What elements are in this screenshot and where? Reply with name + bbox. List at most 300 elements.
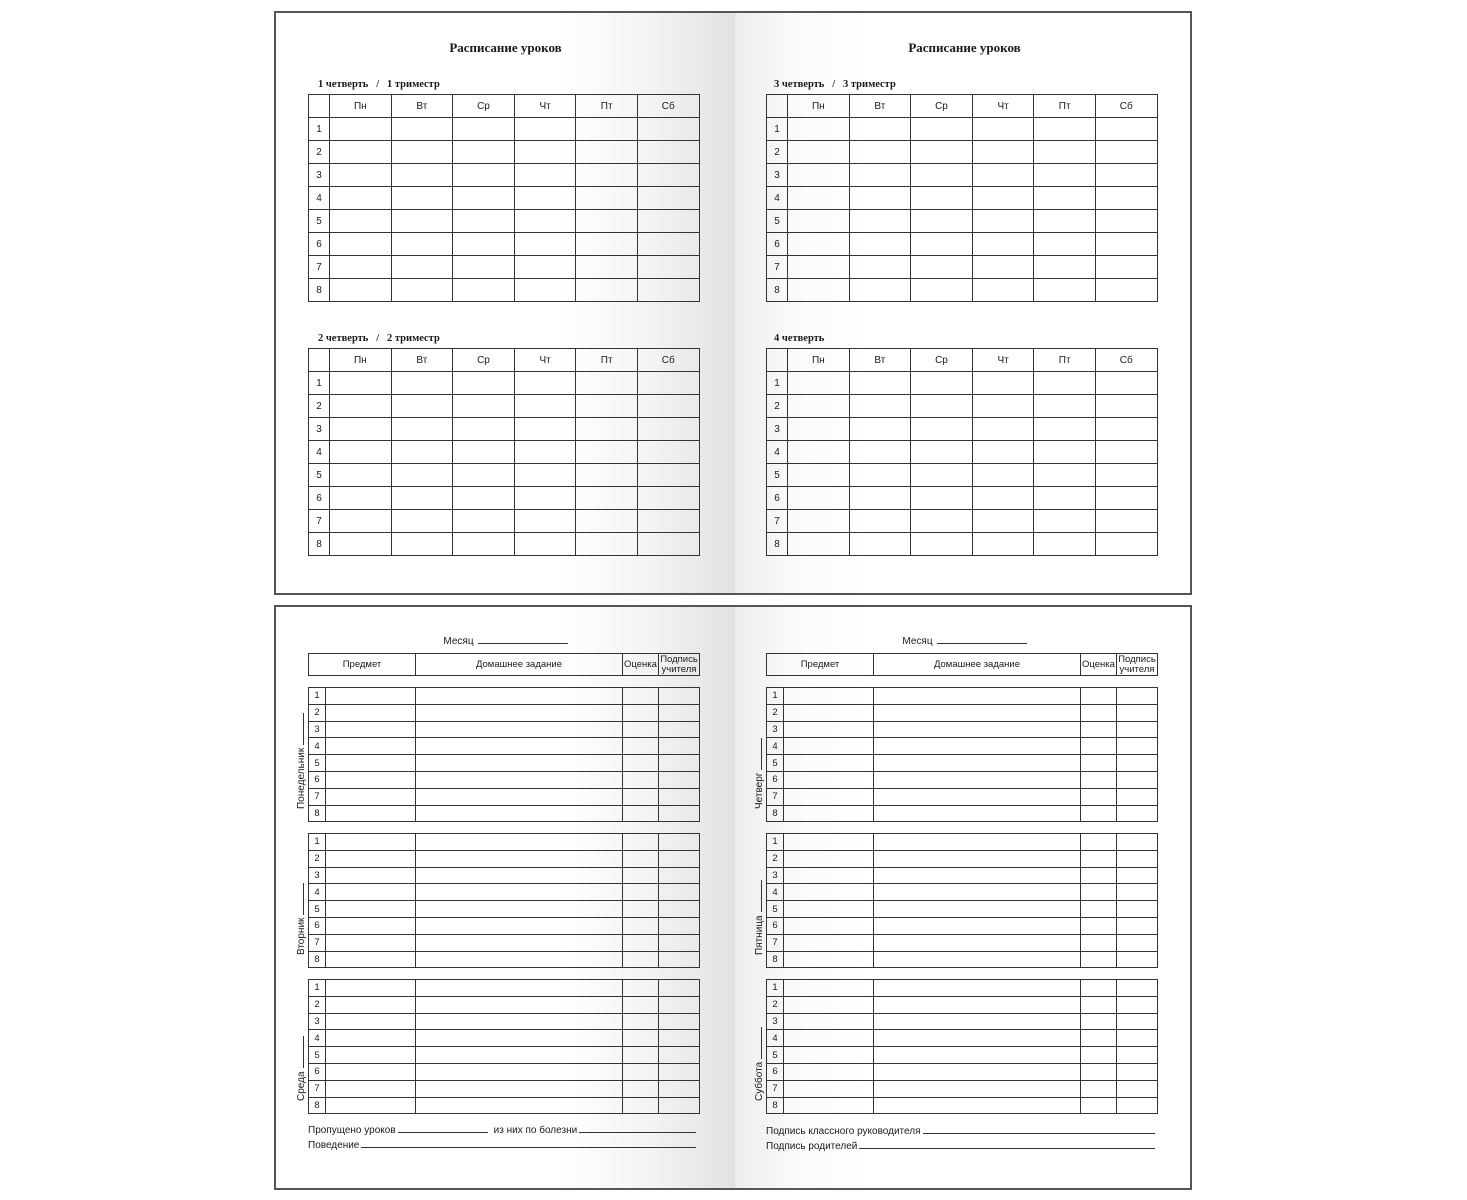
homework-cell[interactable] (874, 951, 1081, 968)
schedule-cell[interactable] (576, 256, 638, 279)
schedule-cell[interactable] (637, 510, 699, 533)
schedule-cell[interactable] (576, 164, 638, 187)
schedule-cell[interactable] (453, 233, 515, 256)
homework-cell[interactable] (874, 1097, 1081, 1114)
schedule-cell[interactable] (637, 441, 699, 464)
schedule-cell[interactable] (453, 395, 515, 418)
signature-cell[interactable] (1117, 951, 1158, 968)
schedule-cell[interactable] (514, 372, 576, 395)
homework-cell[interactable] (416, 867, 623, 884)
grade-cell[interactable] (1081, 834, 1117, 851)
schedule-cell[interactable] (514, 118, 576, 141)
schedule-cell[interactable] (514, 256, 576, 279)
schedule-cell[interactable] (1095, 464, 1157, 487)
schedule-cell[interactable] (849, 510, 911, 533)
signature-cell[interactable] (1117, 1047, 1158, 1064)
signature-cell[interactable] (659, 704, 700, 721)
schedule-cell[interactable] (911, 233, 973, 256)
schedule-cell[interactable] (576, 395, 638, 418)
homework-cell[interactable] (416, 738, 623, 755)
schedule-cell[interactable] (972, 441, 1034, 464)
subject-cell[interactable] (784, 996, 874, 1013)
grade-cell[interactable] (623, 980, 659, 997)
schedule-cell[interactable] (391, 210, 453, 233)
schedule-cell[interactable] (849, 418, 911, 441)
signature-cell[interactable] (1117, 1080, 1158, 1097)
schedule-cell[interactable] (576, 441, 638, 464)
grade-cell[interactable] (623, 805, 659, 822)
grade-cell[interactable] (623, 951, 659, 968)
schedule-cell[interactable] (1034, 256, 1096, 279)
signature-cell[interactable] (659, 805, 700, 822)
subject-cell[interactable] (784, 755, 874, 772)
homework-cell[interactable] (416, 805, 623, 822)
grade-cell[interactable] (623, 1063, 659, 1080)
homework-cell[interactable] (416, 1013, 623, 1030)
schedule-cell[interactable] (911, 187, 973, 210)
day-date-field[interactable] (761, 880, 762, 912)
grade-cell[interactable] (1081, 934, 1117, 951)
subject-cell[interactable] (326, 721, 416, 738)
schedule-cell[interactable] (1095, 395, 1157, 418)
schedule-cell[interactable] (453, 164, 515, 187)
schedule-cell[interactable] (1034, 118, 1096, 141)
schedule-cell[interactable] (972, 487, 1034, 510)
grade-cell[interactable] (1081, 951, 1117, 968)
signature-cell[interactable] (1117, 917, 1158, 934)
signature-cell[interactable] (1117, 1013, 1158, 1030)
subject-cell[interactable] (784, 704, 874, 721)
schedule-cell[interactable] (1095, 418, 1157, 441)
schedule-cell[interactable] (637, 464, 699, 487)
signature-cell[interactable] (1117, 788, 1158, 805)
homework-cell[interactable] (416, 834, 623, 851)
schedule-cell[interactable] (453, 464, 515, 487)
schedule-cell[interactable] (330, 233, 392, 256)
schedule-cell[interactable] (1034, 464, 1096, 487)
schedule-cell[interactable] (391, 487, 453, 510)
day-date-field[interactable] (303, 883, 304, 915)
homework-cell[interactable] (416, 1063, 623, 1080)
schedule-cell[interactable] (576, 418, 638, 441)
schedule-cell[interactable] (637, 187, 699, 210)
subject-cell[interactable] (784, 1097, 874, 1114)
schedule-cell[interactable] (576, 487, 638, 510)
schedule-cell[interactable] (1034, 487, 1096, 510)
schedule-cell[interactable] (849, 233, 911, 256)
schedule-cell[interactable] (849, 533, 911, 556)
signature-cell[interactable] (659, 755, 700, 772)
schedule-cell[interactable] (453, 487, 515, 510)
schedule-cell[interactable] (391, 395, 453, 418)
grade-cell[interactable] (1081, 1047, 1117, 1064)
signature-cell[interactable] (659, 867, 700, 884)
schedule-cell[interactable] (391, 372, 453, 395)
schedule-cell[interactable] (453, 187, 515, 210)
day-date-field[interactable] (761, 738, 762, 770)
homework-cell[interactable] (416, 704, 623, 721)
grade-cell[interactable] (1081, 738, 1117, 755)
schedule-cell[interactable] (788, 187, 850, 210)
schedule-cell[interactable] (1095, 233, 1157, 256)
grade-cell[interactable] (1081, 1080, 1117, 1097)
schedule-cell[interactable] (1034, 418, 1096, 441)
homework-cell[interactable] (416, 951, 623, 968)
signature-cell[interactable] (659, 1013, 700, 1030)
subject-cell[interactable] (784, 834, 874, 851)
schedule-cell[interactable] (637, 210, 699, 233)
signature-cell[interactable] (659, 688, 700, 705)
grade-cell[interactable] (1081, 771, 1117, 788)
signature-cell[interactable] (659, 901, 700, 918)
grade-cell[interactable] (1081, 884, 1117, 901)
schedule-cell[interactable] (576, 233, 638, 256)
homework-cell[interactable] (416, 980, 623, 997)
schedule-cell[interactable] (1034, 233, 1096, 256)
homework-cell[interactable] (874, 788, 1081, 805)
signature-cell[interactable] (659, 1097, 700, 1114)
grade-cell[interactable] (1081, 1063, 1117, 1080)
schedule-cell[interactable] (1095, 487, 1157, 510)
schedule-cell[interactable] (330, 533, 392, 556)
schedule-cell[interactable] (849, 279, 911, 302)
homework-cell[interactable] (874, 805, 1081, 822)
homework-cell[interactable] (416, 917, 623, 934)
schedule-cell[interactable] (576, 187, 638, 210)
schedule-cell[interactable] (788, 279, 850, 302)
subject-cell[interactable] (326, 704, 416, 721)
homework-cell[interactable] (416, 688, 623, 705)
schedule-cell[interactable] (788, 118, 850, 141)
grade-cell[interactable] (623, 688, 659, 705)
schedule-cell[interactable] (514, 395, 576, 418)
schedule-cell[interactable] (514, 510, 576, 533)
subject-cell[interactable] (784, 788, 874, 805)
schedule-cell[interactable] (330, 395, 392, 418)
homework-cell[interactable] (874, 755, 1081, 772)
homework-cell[interactable] (874, 996, 1081, 1013)
schedule-cell[interactable] (1034, 279, 1096, 302)
schedule-cell[interactable] (514, 487, 576, 510)
schedule-cell[interactable] (576, 533, 638, 556)
grade-cell[interactable] (623, 721, 659, 738)
schedule-cell[interactable] (453, 418, 515, 441)
homework-cell[interactable] (416, 850, 623, 867)
homework-cell[interactable] (874, 738, 1081, 755)
grade-cell[interactable] (623, 738, 659, 755)
schedule-cell[interactable] (911, 141, 973, 164)
signature-cell[interactable] (1117, 1063, 1158, 1080)
schedule-cell[interactable] (1095, 187, 1157, 210)
subject-cell[interactable] (784, 1013, 874, 1030)
schedule-cell[interactable] (637, 372, 699, 395)
homework-cell[interactable] (416, 788, 623, 805)
grade-cell[interactable] (623, 867, 659, 884)
signature-cell[interactable] (659, 788, 700, 805)
homework-cell[interactable] (874, 834, 1081, 851)
schedule-cell[interactable] (849, 487, 911, 510)
grade-cell[interactable] (623, 901, 659, 918)
schedule-cell[interactable] (1034, 441, 1096, 464)
schedule-cell[interactable] (453, 279, 515, 302)
signature-cell[interactable] (1117, 688, 1158, 705)
homework-cell[interactable] (874, 1063, 1081, 1080)
homework-cell[interactable] (416, 934, 623, 951)
subject-cell[interactable] (784, 771, 874, 788)
signature-cell[interactable] (659, 1063, 700, 1080)
schedule-cell[interactable] (788, 441, 850, 464)
subject-cell[interactable] (784, 1030, 874, 1047)
homework-cell[interactable] (874, 721, 1081, 738)
subject-cell[interactable] (784, 867, 874, 884)
schedule-cell[interactable] (911, 441, 973, 464)
signature-cell[interactable] (659, 1047, 700, 1064)
schedule-cell[interactable] (972, 141, 1034, 164)
subject-cell[interactable] (326, 1080, 416, 1097)
signature-cell[interactable] (659, 884, 700, 901)
grade-cell[interactable] (1081, 901, 1117, 918)
subject-cell[interactable] (326, 788, 416, 805)
schedule-cell[interactable] (330, 279, 392, 302)
schedule-cell[interactable] (788, 487, 850, 510)
schedule-cell[interactable] (1095, 510, 1157, 533)
schedule-cell[interactable] (637, 164, 699, 187)
schedule-cell[interactable] (1095, 141, 1157, 164)
signature-cell[interactable] (659, 951, 700, 968)
month-field[interactable] (937, 633, 1027, 644)
schedule-cell[interactable] (576, 118, 638, 141)
signature-cell[interactable] (659, 996, 700, 1013)
schedule-cell[interactable] (911, 464, 973, 487)
schedule-cell[interactable] (911, 395, 973, 418)
grade-cell[interactable] (1081, 704, 1117, 721)
day-date-field[interactable] (303, 1036, 304, 1068)
schedule-cell[interactable] (849, 118, 911, 141)
signature-cell[interactable] (1117, 755, 1158, 772)
grade-cell[interactable] (623, 850, 659, 867)
schedule-cell[interactable] (788, 210, 850, 233)
schedule-cell[interactable] (330, 464, 392, 487)
schedule-cell[interactable] (330, 187, 392, 210)
schedule-cell[interactable] (849, 441, 911, 464)
homework-cell[interactable] (416, 721, 623, 738)
homework-cell[interactable] (874, 884, 1081, 901)
signature-cell[interactable] (1117, 934, 1158, 951)
subject-cell[interactable] (326, 834, 416, 851)
schedule-cell[interactable] (849, 256, 911, 279)
grade-cell[interactable] (1081, 721, 1117, 738)
schedule-cell[interactable] (788, 233, 850, 256)
schedule-cell[interactable] (391, 164, 453, 187)
schedule-cell[interactable] (330, 210, 392, 233)
homework-cell[interactable] (416, 996, 623, 1013)
subject-cell[interactable] (326, 934, 416, 951)
schedule-cell[interactable] (453, 533, 515, 556)
schedule-cell[interactable] (391, 118, 453, 141)
schedule-cell[interactable] (391, 533, 453, 556)
subject-cell[interactable] (784, 917, 874, 934)
signature-cell[interactable] (659, 771, 700, 788)
schedule-cell[interactable] (391, 441, 453, 464)
schedule-cell[interactable] (1034, 164, 1096, 187)
schedule-cell[interactable] (330, 118, 392, 141)
homework-cell[interactable] (874, 771, 1081, 788)
grade-cell[interactable] (1081, 688, 1117, 705)
homework-cell[interactable] (416, 755, 623, 772)
signature-cell[interactable] (659, 738, 700, 755)
signature-cell[interactable] (659, 721, 700, 738)
homework-cell[interactable] (874, 1013, 1081, 1030)
schedule-cell[interactable] (637, 233, 699, 256)
schedule-cell[interactable] (849, 464, 911, 487)
schedule-cell[interactable] (788, 256, 850, 279)
signature-cell[interactable] (1117, 834, 1158, 851)
grade-cell[interactable] (1081, 788, 1117, 805)
subject-cell[interactable] (326, 688, 416, 705)
grade-cell[interactable] (1081, 1097, 1117, 1114)
schedule-cell[interactable] (330, 418, 392, 441)
subject-cell[interactable] (784, 688, 874, 705)
signature-cell[interactable] (659, 850, 700, 867)
schedule-cell[interactable] (1095, 372, 1157, 395)
subject-cell[interactable] (326, 996, 416, 1013)
subject-cell[interactable] (326, 1047, 416, 1064)
schedule-cell[interactable] (788, 164, 850, 187)
schedule-cell[interactable] (391, 256, 453, 279)
grade-cell[interactable] (623, 1080, 659, 1097)
subject-cell[interactable] (784, 738, 874, 755)
homework-cell[interactable] (874, 1047, 1081, 1064)
schedule-cell[interactable] (911, 418, 973, 441)
subject-cell[interactable] (784, 934, 874, 951)
subject-cell[interactable] (326, 867, 416, 884)
schedule-cell[interactable] (576, 464, 638, 487)
grade-cell[interactable] (1081, 850, 1117, 867)
schedule-cell[interactable] (514, 533, 576, 556)
schedule-cell[interactable] (849, 187, 911, 210)
subject-cell[interactable] (784, 1063, 874, 1080)
subject-cell[interactable] (326, 755, 416, 772)
schedule-cell[interactable] (972, 464, 1034, 487)
schedule-cell[interactable] (576, 210, 638, 233)
schedule-cell[interactable] (514, 279, 576, 302)
schedule-cell[interactable] (788, 418, 850, 441)
signature-cell[interactable] (1117, 721, 1158, 738)
grade-cell[interactable] (623, 755, 659, 772)
schedule-cell[interactable] (972, 533, 1034, 556)
schedule-cell[interactable] (514, 441, 576, 464)
schedule-cell[interactable] (330, 141, 392, 164)
grade-cell[interactable] (623, 1013, 659, 1030)
schedule-cell[interactable] (849, 141, 911, 164)
schedule-cell[interactable] (1095, 256, 1157, 279)
schedule-cell[interactable] (972, 372, 1034, 395)
grade-cell[interactable] (1081, 1013, 1117, 1030)
schedule-cell[interactable] (911, 118, 973, 141)
signature-cell[interactable] (1117, 704, 1158, 721)
schedule-cell[interactable] (1034, 210, 1096, 233)
day-date-field[interactable] (303, 713, 304, 745)
schedule-cell[interactable] (330, 164, 392, 187)
signature-cell[interactable] (1117, 884, 1158, 901)
grade-cell[interactable] (623, 834, 659, 851)
schedule-cell[interactable] (637, 487, 699, 510)
schedule-cell[interactable] (391, 141, 453, 164)
schedule-cell[interactable] (849, 164, 911, 187)
schedule-cell[interactable] (1095, 533, 1157, 556)
schedule-cell[interactable] (514, 233, 576, 256)
schedule-cell[interactable] (453, 372, 515, 395)
grade-cell[interactable] (623, 996, 659, 1013)
grade-cell[interactable] (623, 704, 659, 721)
subject-cell[interactable] (784, 884, 874, 901)
schedule-cell[interactable] (1095, 164, 1157, 187)
signature-cell[interactable] (1117, 738, 1158, 755)
homework-cell[interactable] (416, 1097, 623, 1114)
schedule-cell[interactable] (330, 487, 392, 510)
signature-cell[interactable] (659, 934, 700, 951)
schedule-cell[interactable] (972, 256, 1034, 279)
homework-cell[interactable] (874, 688, 1081, 705)
schedule-cell[interactable] (911, 510, 973, 533)
signature-cell[interactable] (1117, 1030, 1158, 1047)
subject-cell[interactable] (326, 1063, 416, 1080)
subject-cell[interactable] (784, 951, 874, 968)
subject-cell[interactable] (326, 980, 416, 997)
schedule-cell[interactable] (972, 395, 1034, 418)
grade-cell[interactable] (623, 788, 659, 805)
signature-cell[interactable] (659, 980, 700, 997)
grade-cell[interactable] (623, 1030, 659, 1047)
signature-cell[interactable] (1117, 996, 1158, 1013)
schedule-cell[interactable] (911, 210, 973, 233)
schedule-cell[interactable] (972, 279, 1034, 302)
schedule-cell[interactable] (637, 418, 699, 441)
schedule-cell[interactable] (391, 510, 453, 533)
schedule-cell[interactable] (330, 510, 392, 533)
signature-cell[interactable] (1117, 901, 1158, 918)
grade-cell[interactable] (1081, 755, 1117, 772)
schedule-cell[interactable] (637, 533, 699, 556)
schedule-cell[interactable] (1034, 395, 1096, 418)
schedule-cell[interactable] (391, 187, 453, 210)
missed-lessons-field[interactable] (398, 1132, 488, 1133)
schedule-cell[interactable] (514, 187, 576, 210)
schedule-cell[interactable] (453, 510, 515, 533)
schedule-cell[interactable] (576, 279, 638, 302)
schedule-cell[interactable] (391, 279, 453, 302)
schedule-cell[interactable] (453, 441, 515, 464)
schedule-cell[interactable] (514, 141, 576, 164)
grade-cell[interactable] (1081, 867, 1117, 884)
schedule-cell[interactable] (1095, 210, 1157, 233)
schedule-cell[interactable] (576, 510, 638, 533)
schedule-cell[interactable] (972, 510, 1034, 533)
day-date-field[interactable] (761, 1027, 762, 1059)
grade-cell[interactable] (623, 1047, 659, 1064)
schedule-cell[interactable] (911, 279, 973, 302)
signature-cell[interactable] (1117, 867, 1158, 884)
schedule-cell[interactable] (972, 164, 1034, 187)
subject-cell[interactable] (326, 1013, 416, 1030)
schedule-cell[interactable] (330, 441, 392, 464)
subject-cell[interactable] (784, 850, 874, 867)
schedule-cell[interactable] (576, 141, 638, 164)
signature-cell[interactable] (659, 1080, 700, 1097)
schedule-cell[interactable] (1034, 533, 1096, 556)
homework-cell[interactable] (416, 884, 623, 901)
grade-cell[interactable] (1081, 980, 1117, 997)
